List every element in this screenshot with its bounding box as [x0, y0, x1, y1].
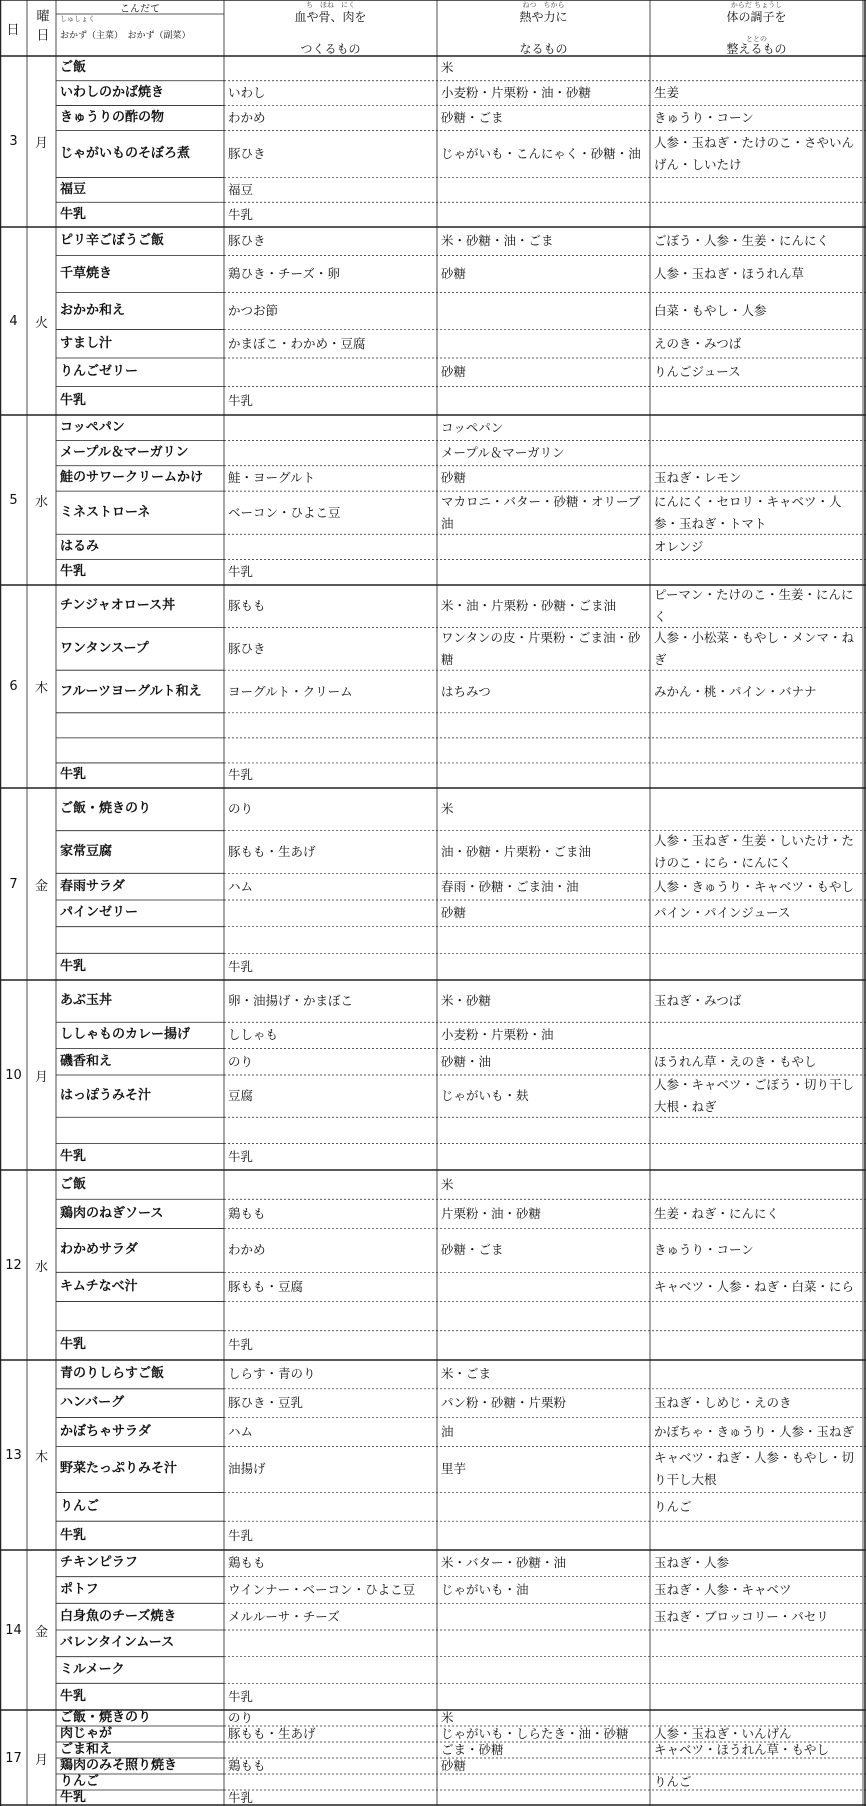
conditioning-foods — [650, 1331, 863, 1360]
menu-item: 牛乳 — [60, 1337, 87, 1353]
conditioning-foods: ほうれん草・えのき・もやし — [654, 1053, 817, 1069]
protein-foods: 牛乳 — [228, 1790, 254, 1805]
menu-item: きゅうりの酢の物 — [60, 109, 165, 125]
energy-foods — [437, 1790, 650, 1806]
day-of-week: 火 — [34, 315, 48, 331]
header-menu — [56, 0, 224, 56]
conditioning-foods: パイン・パインジュース — [654, 905, 791, 921]
menu-item: ごま和え — [60, 1742, 113, 1757]
menu-item — [56, 713, 224, 738]
energy-foods: 米 — [441, 1176, 454, 1192]
protein-foods: 鶏もも — [228, 1555, 266, 1571]
menu-item: ご飯・焼きのり — [60, 801, 152, 817]
menu-item: 牛乳 — [60, 392, 87, 408]
protein-foods: ウインナー・ベーコン・ひよこ豆 — [228, 1581, 416, 1597]
day-number: 4 — [9, 313, 18, 329]
conditioning-foods: 人参・玉ねぎ・生姜・しいたけ・たけのこ・にら・にんにく — [654, 832, 855, 870]
conditioning-foods: 生姜 — [654, 85, 680, 101]
header-col3-bottom: 整えるもの — [726, 42, 787, 56]
menu-item: 家常豆腐 — [60, 843, 113, 859]
conditioning-foods: きゅうり・コーン — [654, 1242, 754, 1258]
header-menu-ruby: こんだて — [120, 4, 160, 15]
menu-item: チキンピラフ — [60, 1555, 138, 1571]
energy-foods: じゃがいも・麸 — [441, 1088, 529, 1104]
day-number: 14 — [5, 1622, 22, 1638]
day-of-week: 金 — [34, 878, 48, 894]
conditioning-foods: 人参・きゅうり・キャベツ・もやし — [654, 878, 855, 894]
menu-item: 牛乳 — [60, 1148, 87, 1164]
conditioning-foods: 玉ねぎ・しめじ・えのき — [654, 1395, 792, 1411]
menu-item: 白身魚のチーズ焼き — [60, 1608, 177, 1624]
conditioning-foods — [650, 415, 863, 440]
protein-foods: ヨーグルト・クリーム — [228, 683, 353, 699]
energy-foods — [437, 330, 650, 358]
conditioning-foods — [650, 1710, 863, 1726]
protein-foods: 牛乳 — [228, 1337, 254, 1353]
protein-foods: のり — [228, 801, 254, 817]
energy-foods: 里芋 — [441, 1461, 467, 1477]
protein-foods — [224, 1742, 437, 1758]
day-number: 10 — [5, 1067, 22, 1083]
header-col3-ruby: からだ ちょうし — [730, 1, 783, 9]
conditioning-foods — [650, 1630, 863, 1657]
protein-foods: 豚もも — [228, 598, 266, 614]
energy-foods — [437, 713, 650, 738]
day-number: 5 — [9, 492, 18, 508]
header-col3 — [650, 0, 863, 56]
conditioning-foods: 生姜・ねぎ・にんにく — [654, 1205, 780, 1221]
energy-foods: 小麦粉・片栗粉・油・砂糖 — [441, 85, 592, 101]
protein-foods: かまぼこ・わかめ・豆腐 — [228, 335, 366, 351]
energy-foods — [437, 1272, 650, 1301]
header-day: 日 — [6, 22, 20, 38]
energy-foods: 砂糖・油 — [441, 1053, 492, 1069]
energy-foods: 砂糖 — [441, 905, 467, 921]
menu-item: りんごゼリー — [60, 364, 139, 380]
conditioning-foods — [650, 1117, 863, 1143]
protein-foods — [224, 738, 437, 763]
energy-foods: マカロニ・バター・砂糖・オリーブ油 — [441, 493, 641, 531]
menu-item: ご飯・焼きのり — [60, 1710, 152, 1725]
energy-foods: 米・油・片栗粉・砂糖・ごま油 — [441, 598, 617, 614]
conditioning-foods: 玉ねぎ・みつば — [654, 993, 742, 1009]
menu-item: 鮭のサワークリームかけ — [60, 470, 204, 486]
energy-foods — [437, 560, 650, 585]
conditioning-foods — [650, 738, 863, 763]
menu-item: ワンタンスープ — [60, 640, 149, 656]
protein-foods: ベーコン・ひよこ豆 — [228, 504, 341, 520]
conditioning-foods — [650, 1683, 863, 1710]
menu-item: ご飯 — [60, 1176, 87, 1192]
conditioning-foods: 玉ねぎ・人参・キャベツ — [654, 1581, 792, 1597]
menu-item: はるみ — [60, 538, 100, 554]
conditioning-foods: 人参・玉ねぎ・ほうれん草 — [654, 265, 805, 281]
protein-foods: かつお節 — [228, 303, 279, 318]
menu-item: 牛乳 — [60, 206, 87, 222]
energy-foods: 米 — [441, 60, 454, 76]
conditioning-foods — [650, 1758, 863, 1774]
menu-item — [56, 927, 224, 954]
protein-foods: 豚ひき・豆乳 — [228, 1395, 304, 1411]
menu-item: キムチなべ汁 — [60, 1278, 138, 1294]
energy-foods: 油・砂糖・片栗粉・ごま油 — [441, 843, 592, 859]
menu-item: 牛乳 — [60, 1527, 87, 1543]
day-of-week: 月 — [34, 1752, 48, 1768]
protein-foods: 鶏ひき・チーズ・卵 — [228, 265, 340, 281]
protein-foods: 油揚げ — [228, 1461, 266, 1477]
day-number: 3 — [9, 134, 18, 149]
menu-item: 春雨サラダ — [60, 878, 125, 894]
header-col2 — [437, 0, 650, 56]
protein-foods: いわし — [228, 85, 266, 101]
conditioning-foods — [650, 1302, 863, 1331]
conditioning-foods — [650, 953, 863, 980]
protein-foods: 鶏もも — [228, 1758, 266, 1773]
protein-foods — [224, 1774, 437, 1790]
day-number: 6 — [9, 679, 18, 694]
protein-foods: 豚もも・生あげ — [228, 843, 316, 859]
energy-foods: 米 — [441, 801, 454, 817]
protein-foods — [224, 1117, 437, 1143]
protein-foods — [224, 440, 437, 465]
menu-item — [56, 738, 224, 763]
protein-foods — [224, 927, 437, 954]
menu-item: じゃがいものそぼろ煮 — [60, 145, 191, 161]
protein-foods: 豚ひき — [228, 145, 266, 161]
day-of-week: 月 — [34, 136, 48, 151]
conditioning-foods — [650, 1170, 863, 1199]
menu-item: わかめサラダ — [60, 1242, 138, 1258]
protein-foods: 豚もも・豆腐 — [228, 1278, 304, 1294]
protein-foods: 牛乳 — [228, 206, 254, 222]
menu-item: ミネストローネ — [60, 504, 151, 520]
protein-foods: 豚ひき — [228, 233, 266, 249]
menu-item: 牛乳 — [60, 958, 87, 974]
menu-item: コッペパン — [60, 419, 125, 435]
header-col1-bottom: つくるもの — [300, 42, 361, 56]
day-of-week: 木 — [34, 1449, 48, 1465]
conditioning-foods: ピーマン・たけのこ・生姜・にんにく — [654, 587, 854, 625]
menu-item: 青のりしらすご飯 — [60, 1366, 165, 1382]
protein-foods — [224, 900, 437, 927]
conditioning-foods — [650, 202, 863, 227]
energy-foods — [437, 1144, 650, 1170]
menu-item: ししゃものカレー揚げ — [60, 1027, 191, 1043]
energy-foods: 砂糖 — [441, 364, 467, 380]
day-of-week: 水 — [34, 1259, 48, 1275]
menu-item: ピリ辛ごぼうご飯 — [60, 233, 165, 249]
protein-foods: 鶏もも — [228, 1205, 266, 1221]
menu-item: メープル＆マーガリン — [60, 445, 189, 461]
protein-foods: 豚もも・生あげ — [228, 1726, 316, 1741]
energy-foods: 油 — [441, 1423, 454, 1439]
menu-item: 福豆 — [60, 181, 87, 197]
menu-item — [56, 1117, 224, 1143]
conditioning-foods — [650, 763, 863, 788]
energy-foods — [437, 1331, 650, 1360]
protein-foods: 鮭・ヨーグルト — [228, 470, 316, 486]
energy-foods — [437, 927, 650, 954]
energy-foods: 米・ごま — [441, 1366, 492, 1382]
protein-foods — [224, 1630, 437, 1657]
energy-foods — [437, 1492, 650, 1521]
protein-foods: 牛乳 — [228, 1527, 254, 1543]
menu-item: いわしのかば焼き — [60, 85, 165, 101]
energy-foods — [437, 534, 650, 559]
energy-foods — [437, 1302, 650, 1331]
conditioning-foods: キャベツ・ねぎ・人参・もやし・切り干し大根 — [654, 1450, 855, 1488]
header-menu-sub: おかず（主菜） おかず（副菜） — [60, 31, 191, 41]
menu-item: 鶏肉のみそ照り焼き — [60, 1758, 178, 1773]
header-col2-bottom: なるもの — [519, 42, 568, 56]
menu-item: 鶏肉のねぎソース — [60, 1205, 164, 1221]
energy-foods: ごま・砂糖 — [441, 1742, 504, 1757]
protein-foods: ハム — [228, 878, 254, 894]
menu-item: りんご — [60, 1774, 100, 1789]
header-menu-shushoku-ruby: しゅしょく — [60, 15, 95, 23]
conditioning-foods: 玉ねぎ・ブロッコリー・パセリ — [654, 1608, 829, 1624]
menu-item: ミルメーク — [60, 1661, 125, 1677]
protein-foods — [224, 713, 437, 738]
menu-item: 牛乳 — [60, 767, 87, 783]
menu-item: フルーツヨーグルト和え — [60, 683, 202, 699]
energy-foods — [437, 1683, 650, 1710]
energy-foods — [437, 293, 650, 330]
energy-foods — [437, 177, 650, 202]
conditioning-foods: 玉ねぎ・人参 — [654, 1555, 730, 1571]
energy-foods: はちみつ — [441, 683, 491, 699]
conditioning-foods: りんご — [654, 1774, 692, 1789]
energy-foods: メープル＆マーガリン — [441, 445, 565, 461]
energy-foods — [437, 1630, 650, 1657]
conditioning-foods: 玉ねぎ・レモン — [654, 470, 742, 486]
menu-item: 牛乳 — [60, 1688, 87, 1704]
header-col2-top: 熱や力に — [519, 10, 568, 24]
menu-item: 磯香和え — [60, 1053, 113, 1069]
conditioning-foods: 白菜・もやし・人参 — [654, 303, 767, 318]
conditioning-foods — [650, 1521, 863, 1550]
energy-foods: 砂糖 — [441, 470, 467, 486]
protein-foods — [224, 415, 437, 440]
energy-foods — [437, 763, 650, 788]
energy-foods — [437, 953, 650, 980]
energy-foods: 片栗粉・油・砂糖 — [441, 1205, 542, 1221]
energy-foods: ワンタンの皮・片栗粉・ごま油・砂糖 — [441, 629, 641, 667]
conditioning-foods: きゅうり・コーン — [654, 109, 754, 125]
conditioning-foods: 人参・小松菜・もやし・メンマ・ねぎ — [654, 629, 855, 667]
conditioning-foods: キャベツ・人参・ねぎ・白菜・にら — [654, 1278, 855, 1294]
energy-foods — [437, 1117, 650, 1143]
conditioning-foods — [650, 440, 863, 465]
protein-foods: わかめ — [228, 1242, 266, 1258]
energy-foods — [437, 738, 650, 763]
energy-foods — [437, 387, 650, 415]
menu-item: パインゼリー — [60, 905, 139, 921]
menu-item: ご飯 — [60, 60, 87, 76]
day-number: 13 — [5, 1447, 22, 1463]
energy-foods: 米・バター・砂糖・油 — [441, 1555, 567, 1571]
conditioning-foods: キャベツ・ほうれん草・もやし — [654, 1742, 830, 1757]
conditioning-foods — [650, 1144, 863, 1170]
protein-foods: ハム — [228, 1423, 254, 1439]
day-number: 7 — [9, 876, 18, 892]
conditioning-foods: 人参・玉ねぎ・たけのこ・さやいんげん・しいたけ — [654, 134, 855, 172]
conditioning-foods: 人参・キャベツ・ごぼう・切り干し大根・ねぎ — [654, 1077, 855, 1115]
protein-foods — [224, 1302, 437, 1331]
energy-foods: 米 — [441, 1710, 454, 1725]
energy-foods: コッペパン — [441, 419, 504, 435]
menu-item: かぼちゃサラダ — [60, 1423, 151, 1439]
energy-foods: じゃがいも・しらたき・油・砂糖 — [441, 1726, 629, 1741]
protein-foods: 豆腐 — [228, 1088, 254, 1104]
conditioning-foods: みかん・桃・パイン・バナナ — [654, 683, 817, 699]
protein-foods: 牛乳 — [228, 1148, 254, 1164]
menu-item: あぶ玉丼 — [60, 993, 113, 1009]
energy-foods: 小麦粉・片栗粉・油 — [441, 1027, 554, 1043]
protein-foods: のり — [228, 1053, 254, 1069]
header-col3-top: 体の調子を — [726, 10, 787, 24]
header-col1-ruby: ち ほね にく — [306, 1, 355, 9]
energy-foods: 米・砂糖・油・ごま — [441, 233, 554, 249]
menu-item: ポトフ — [60, 1581, 99, 1597]
protein-foods: 牛乳 — [228, 1688, 254, 1704]
protein-foods: 福豆 — [228, 181, 254, 197]
energy-foods: 砂糖・ごま — [441, 109, 504, 125]
protein-foods: 卵・油揚げ・かまぼこ — [228, 993, 354, 1009]
protein-foods — [224, 358, 437, 386]
energy-foods: パン粉・砂糖・片栗粉 — [441, 1395, 567, 1411]
conditioning-foods: りんごジュース — [654, 364, 741, 380]
protein-foods — [224, 1492, 437, 1521]
energy-foods — [437, 1603, 650, 1630]
energy-foods — [437, 1774, 650, 1790]
conditioning-foods: 人参・玉ねぎ・いんげん — [654, 1726, 792, 1741]
menu-item: はっぽうみそ汁 — [60, 1088, 152, 1104]
protein-foods: メルルーサ・チーズ — [228, 1608, 340, 1624]
conditioning-foods — [650, 560, 863, 585]
conditioning-foods — [650, 927, 863, 954]
protein-foods: 牛乳 — [228, 392, 254, 408]
menu-item: 野菜たっぷりみそ汁 — [60, 1461, 178, 1477]
conditioning-foods: にんにく・セロリ・キャベツ・人参・玉ねぎ・トマト — [654, 493, 842, 531]
energy-foods: 砂糖 — [441, 1758, 467, 1773]
conditioning-foods — [650, 1657, 863, 1684]
menu-item: 千草焼き — [60, 265, 113, 281]
conditioning-foods: オレンジ — [654, 538, 704, 554]
menu-item: 肉じゃが — [60, 1726, 113, 1741]
energy-foods — [437, 1521, 650, 1550]
conditioning-foods — [650, 387, 863, 415]
header-col2-ruby: ねつ ちから — [522, 1, 565, 9]
menu-item: 牛乳 — [60, 1790, 87, 1805]
day-of-week: 月 — [34, 1069, 48, 1085]
protein-foods: しらす・青のり — [228, 1366, 316, 1382]
protein-foods — [224, 1657, 437, 1684]
menu-item: ハンバーグ — [60, 1395, 125, 1411]
energy-foods: 砂糖・ごま — [441, 1242, 504, 1258]
energy-foods: 米・砂糖 — [441, 993, 492, 1009]
menu-item: おかか和え — [60, 303, 126, 318]
protein-foods: わかめ — [228, 109, 266, 125]
day-number: 12 — [5, 1257, 22, 1273]
conditioning-foods: ごぼう・人参・生姜・にんにく — [654, 233, 830, 249]
protein-foods: 豚ひき — [228, 640, 266, 656]
protein-foods — [224, 1170, 437, 1199]
energy-foods: 春雨・砂糖・ごま油・油 — [441, 878, 579, 894]
menu-item: すまし汁 — [60, 335, 113, 351]
conditioning-foods — [650, 1022, 863, 1048]
conditioning-foods — [650, 177, 863, 202]
header-col1-top: 血や骨、肉を — [294, 10, 367, 24]
day-of-week: 金 — [34, 1624, 48, 1640]
day-of-week: 水 — [34, 494, 48, 510]
protein-foods — [224, 56, 437, 81]
menu-item: 牛乳 — [60, 564, 87, 580]
conditioning-foods: かぼちゃ・きゅうり・人参・玉ねぎ — [654, 1423, 855, 1439]
menu-item: バレンタインムース — [60, 1635, 175, 1651]
day-of-week: 木 — [34, 681, 48, 696]
protein-foods: ししゃも — [228, 1027, 279, 1043]
menu-item: りんご — [60, 1498, 100, 1514]
conditioning-foods: りんご — [654, 1498, 692, 1514]
energy-foods — [437, 1657, 650, 1684]
header-col3-bottom-ruby: ととの — [746, 35, 767, 43]
protein-foods: 牛乳 — [228, 767, 254, 783]
menu-item: チンジャオロース丼 — [60, 598, 176, 614]
header-dow: 曜日 — [33, 9, 49, 47]
header-col1 — [224, 0, 437, 56]
menu-item — [56, 1302, 224, 1331]
energy-foods — [437, 202, 650, 227]
day-number: 17 — [5, 1750, 22, 1766]
energy-foods: じゃがいも・こんにゃく・砂糖・油 — [441, 145, 641, 161]
protein-foods: 牛乳 — [228, 958, 254, 974]
energy-foods: 砂糖 — [441, 265, 467, 281]
conditioning-foods: えのき・みつば — [654, 335, 742, 351]
conditioning-foods — [650, 56, 863, 81]
conditioning-foods — [650, 1790, 863, 1806]
conditioning-foods — [650, 788, 863, 831]
conditioning-foods — [650, 713, 863, 738]
conditioning-foods — [650, 1360, 863, 1389]
protein-foods: 牛乳 — [228, 564, 254, 580]
energy-foods: じゃがいも・油 — [441, 1581, 529, 1597]
protein-foods: のり — [228, 1710, 254, 1725]
protein-foods — [224, 534, 437, 559]
